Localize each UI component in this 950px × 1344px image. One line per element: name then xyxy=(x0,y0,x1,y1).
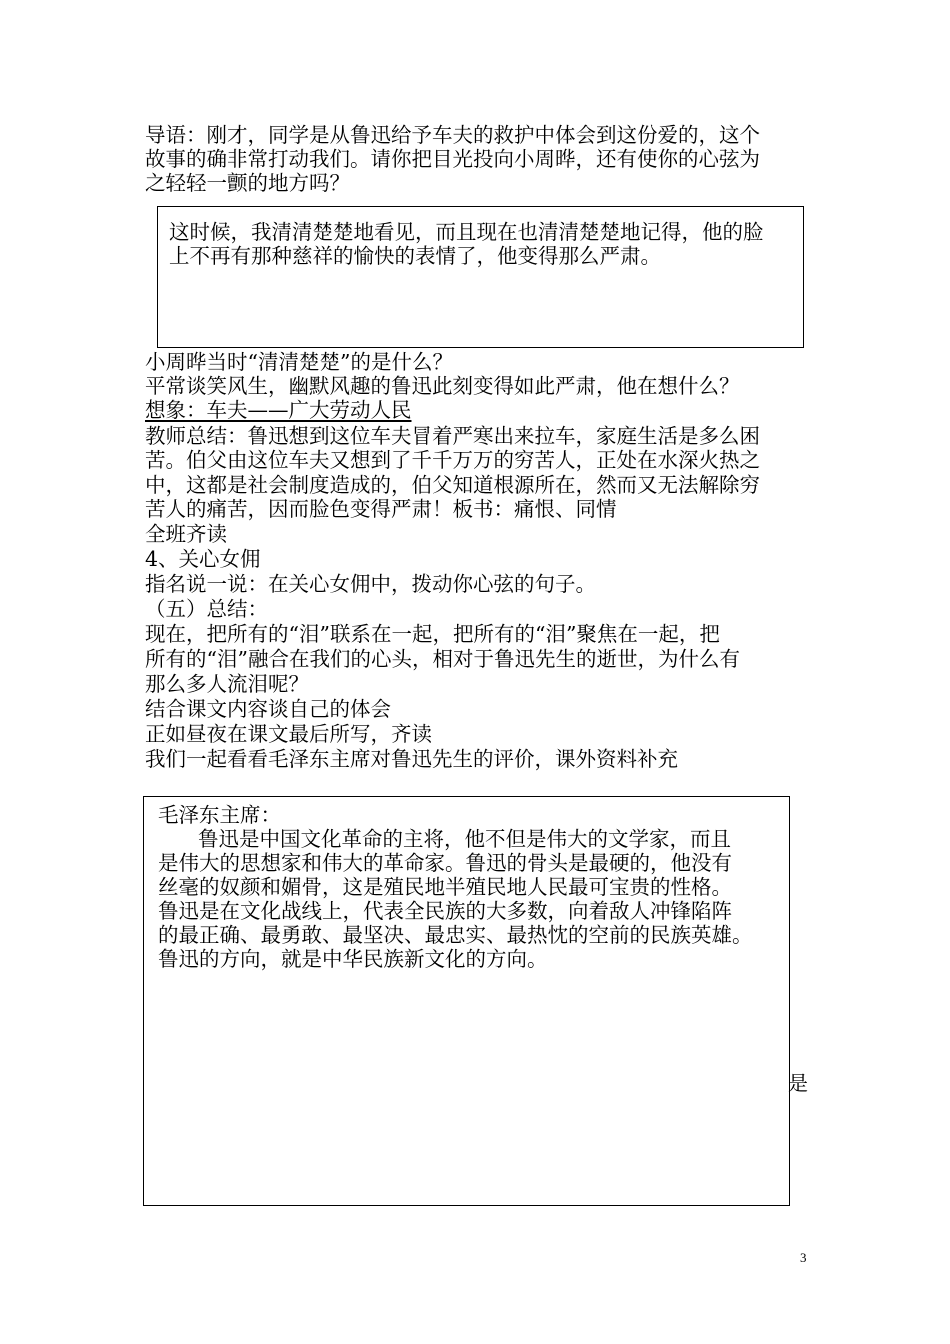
conclusion-line-3: 那么多人流泪呢？ xyxy=(145,672,309,696)
reading-line: 正如昼夜在课文最后所写，齐读 xyxy=(145,722,432,746)
mao-quote-box xyxy=(143,796,790,1206)
summary-line-2: 苦。伯父由这位车夫又想到了千千万万的穷苦人，正处在水深火热之 xyxy=(145,448,760,472)
intro-line-3: 之轻轻一颤的地方吗？ xyxy=(145,171,350,195)
class-reading-line: 全班齐读 xyxy=(145,522,227,546)
mao-quote-line-4: 鲁迅是在文化战线上，代表全民族的大多数，向着敌人冲锋陷阵 xyxy=(158,899,732,923)
quote-line-1: 这时候，我清清楚楚地看见，而且现在也清清楚楚地记得，他的脸 xyxy=(169,220,764,244)
mao-quote-line-6: 鲁迅的方向，就是中华民族新文化的方向。 xyxy=(158,947,548,971)
imagine-line: 想象：车夫——广大劳动人民 xyxy=(145,398,412,422)
stray-character: 是 xyxy=(788,1071,808,1095)
discussion-line: 结合课文内容谈自己的体会 xyxy=(145,697,391,721)
mao-quote-line-2: 是伟大的思想家和伟大的革命家。鲁迅的骨头是最硬的，他没有 xyxy=(158,851,732,875)
prompt-line: 指名说一说：在关心女佣中，拨动你心弦的句子。 xyxy=(145,572,596,596)
conclusion-line-1: 现在，把所有的“泪”联系在一起，把所有的“泪”聚焦在一起，把 xyxy=(145,622,720,646)
quote-box xyxy=(157,206,804,348)
section-4-heading: 4、关心女佣 xyxy=(145,547,261,571)
section-5-heading: （五）总结： xyxy=(145,597,268,621)
question-line-1: 小周晔当时“清清楚楚”的是什么？ xyxy=(145,350,453,374)
intro-line-2: 故事的确非常打动我们。请你把目光投向小周晔，还有使你的心弦为 xyxy=(145,147,760,171)
mao-quote-line-1: 鲁迅是中国文化革命的主将，他不但是伟大的文学家，而且 xyxy=(198,827,731,851)
mao-quote-line-3: 丝毫的奴颜和媚骨，这是殖民地半殖民地人民最可宝贵的性格。 xyxy=(158,875,732,899)
intro-line-1: 导语：刚才，同学是从鲁迅给予车夫的救护中体会到这份爱的，这个 xyxy=(145,123,760,147)
summary-line-3: 中，这都是社会制度造成的，伯父知道根源所在，然而又无法解除穷 xyxy=(145,473,760,497)
mao-quote-line-5: 的最正确、最勇敢、最坚决、最忠实、最热忱的空前的民族英雄。 xyxy=(158,923,753,947)
question-line-2: 平常谈笑风生，幽默风趣的鲁迅此刻变得如此严肃，他在想什么？ xyxy=(145,374,740,398)
supplement-line: 我们一起看看毛泽东主席对鲁迅先生的评价，课外资料补充 xyxy=(145,747,678,771)
summary-line-4: 苦人的痛苦，因而脸色变得严肃！板书：痛恨、同情 xyxy=(145,497,617,521)
summary-line-1: 教师总结：鲁迅想到这位车夫冒着严寒出来拉车，家庭生活是多么困 xyxy=(145,424,760,448)
mao-quote-heading: 毛泽东主席： xyxy=(158,803,281,827)
page-number: 3 xyxy=(800,1250,807,1265)
conclusion-line-2: 所有的“泪”融合在我们的心头，相对于鲁迅先生的逝世，为什么有 xyxy=(145,647,740,671)
quote-line-2: 上不再有那种慈祥的愉快的表情了，他变得那么严肃。 xyxy=(169,244,661,268)
